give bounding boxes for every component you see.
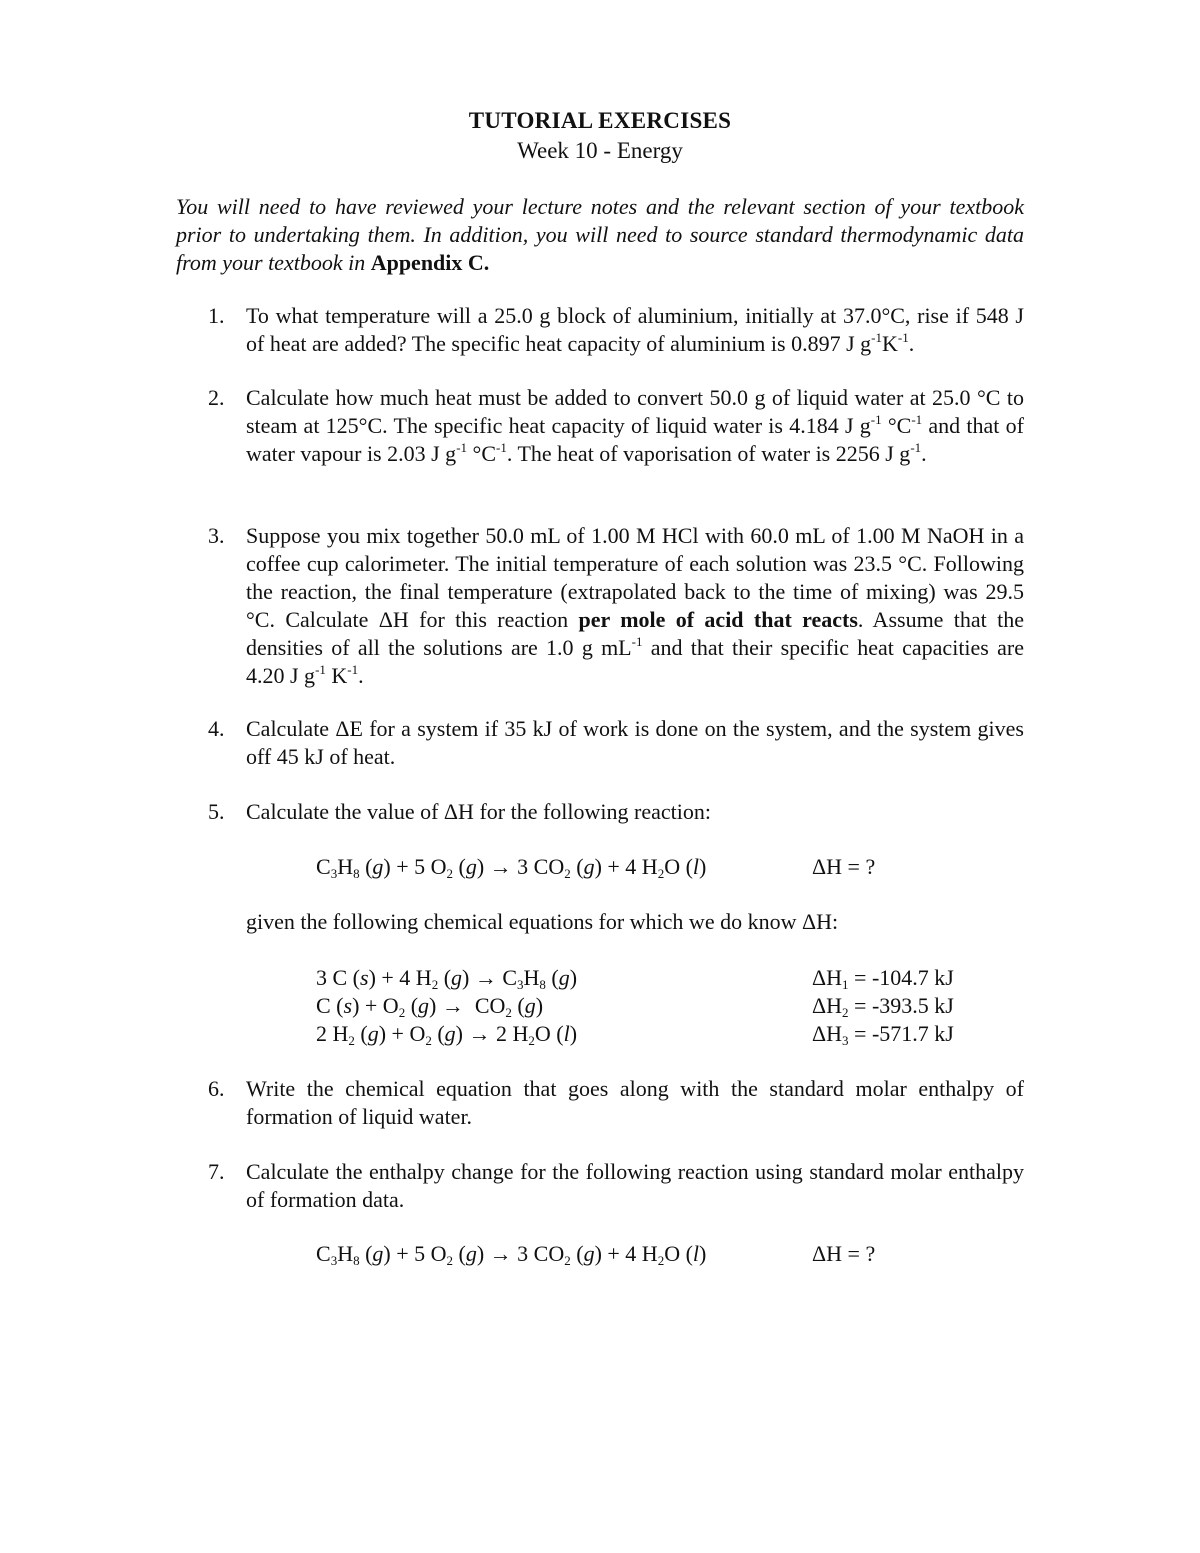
question-number: 1. [208, 303, 225, 328]
dh-value: = -393.5 kJ [848, 993, 954, 1018]
question-1 [246, 302, 1024, 358]
q2-text: Calculate how much heat must be added to convert 50.0 g of liquid water at 25.0 °C to steam at 125°C. The specific heat capacity of liquid water is 4.184 J g [246, 385, 1024, 438]
q3-sup: -1 [315, 662, 326, 677]
q3-text: Suppose you mix together 50.0 mL of 1.00 M HCl with 60.0 mL of 1.00 M NaOH in a coffee cup calorimeter. The initial temperature of each solution was 23.5 °C. Following the reaction, the final temperature (extrapolated back to the time of mixing) was 29.5 °C. Calculate ΔH for this reaction [246, 523, 1024, 632]
question-2 [246, 384, 1024, 468]
q2-sup: -1 [870, 412, 882, 427]
q2-sup: -1 [910, 440, 922, 455]
dh-subscript: 2 [842, 1005, 849, 1020]
question-4: Calculate ΔE for a system if 35 kJ of work is done on the system, and the system gives off 45 kJ of heat. [246, 716, 1024, 769]
q2-text-unit: °C [881, 413, 912, 438]
q3-text-unit: K [325, 663, 348, 688]
given-equation-2: C $(s) + O_2$ $(g) \to CO_2$ (g) [316, 993, 544, 1020]
q3-text: and that their specific heat capacities are 4.20 J g [246, 635, 1024, 688]
dh-label: ΔH [812, 1021, 843, 1046]
target-reaction-dh: ΔH = ? [812, 854, 876, 879]
question-5: Calculate the value of ΔH for the following reaction: [246, 799, 711, 824]
page-subtitle: Week 10 - Energy [517, 138, 683, 163]
dh-subscript: 3 [842, 1033, 849, 1048]
question-number: 2. [208, 385, 225, 410]
q3-sup: -1 [631, 634, 643, 649]
given-equation-3: 2 $H_2$ $(g) + O_2$ (g) → 2 $H_2O$ (l) [316, 1021, 578, 1048]
q1-text: To what temperature will a 25.0 g block of aluminium, initially at 37.0°C, rise if 548 J of heat are added? The specific heat capacity of aluminium is 0.897 J g [246, 303, 1024, 356]
question-3 [246, 522, 1024, 690]
question-7: Calculate the enthalpy change for the following reaction using standard molar enthalpy of formation data. [246, 1159, 1024, 1212]
q2-sup: -1 [911, 412, 923, 427]
question-number: 6. [208, 1076, 225, 1101]
q1-text-end: . [908, 331, 915, 356]
question-5-given: given the following chemical equations for which we do know ΔH: [246, 909, 839, 934]
dh-label: ΔH [812, 993, 843, 1018]
dh-value: = -571.7 kJ [848, 1021, 954, 1046]
q2-text-unit: °C [467, 441, 497, 466]
page-title: TUTORIAL EXERCISES [468, 108, 732, 133]
dh-value: = -104.7 kJ [848, 965, 954, 990]
given-dh-2 [812, 992, 954, 1020]
given-dh-3 [812, 1020, 954, 1048]
question-number: 4. [208, 716, 225, 741]
q1-sup: -1 [871, 330, 882, 345]
q1-sup: -1 [897, 330, 909, 345]
q3-text-end: . [358, 663, 364, 688]
q3-text: . Assume that the densities of all the solutions are 1.0 g mL [246, 607, 1025, 660]
q3-sup: -1 [347, 662, 359, 677]
q2-text: . The heat of vaporisation of water is 2256 J g [506, 441, 911, 466]
given-equation-1: 3 C (s) + 4 $H_2$ $(g) \to C_3H_8$ (g) [316, 965, 578, 992]
question-7-reaction-dh: ΔH = ? [812, 1241, 876, 1266]
intro-appendix: Appendix C. [370, 250, 490, 275]
q2-sup: -1 [456, 440, 468, 455]
dh-subscript: 1 [842, 977, 849, 992]
question-number: 3. [208, 523, 225, 548]
dh-label: ΔH [812, 965, 843, 990]
intro-paragraph [176, 193, 1024, 277]
q2-sup: -1 [496, 440, 507, 455]
q2-text-end: . [921, 441, 927, 466]
intro-text: You will need to have reviewed your lecture notes and the relevant section of your textbook prior to undertaking them. In addition, you will need to source standard thermodynamic data from your textbook in [176, 194, 1024, 275]
question-7-reaction-equation: $C_3H_8$ (g) + 5 $O_2$ (g) → 3 $CO_2$ (g) + 4 $H_2O$ (l) [316, 1241, 707, 1268]
question-number: 5. [208, 799, 225, 824]
given-dh-1 [812, 964, 954, 992]
q2-text: and that of water vapour is 2.03 J g [246, 413, 1024, 466]
q1-text-unit: K [882, 331, 898, 356]
question-number: 7. [208, 1159, 225, 1184]
target-reaction-equation: $C_3H_8$ (g) + 5 $O_2$ (g) → 3 $CO_2$ (g) + 4 $H_2O$ (l) [316, 854, 707, 881]
question-6: Write the chemical equation that goes along with the standard molar enthalpy of formation of liquid water. [246, 1076, 1024, 1129]
q3-bold: per mole of acid that reacts [578, 607, 858, 632]
